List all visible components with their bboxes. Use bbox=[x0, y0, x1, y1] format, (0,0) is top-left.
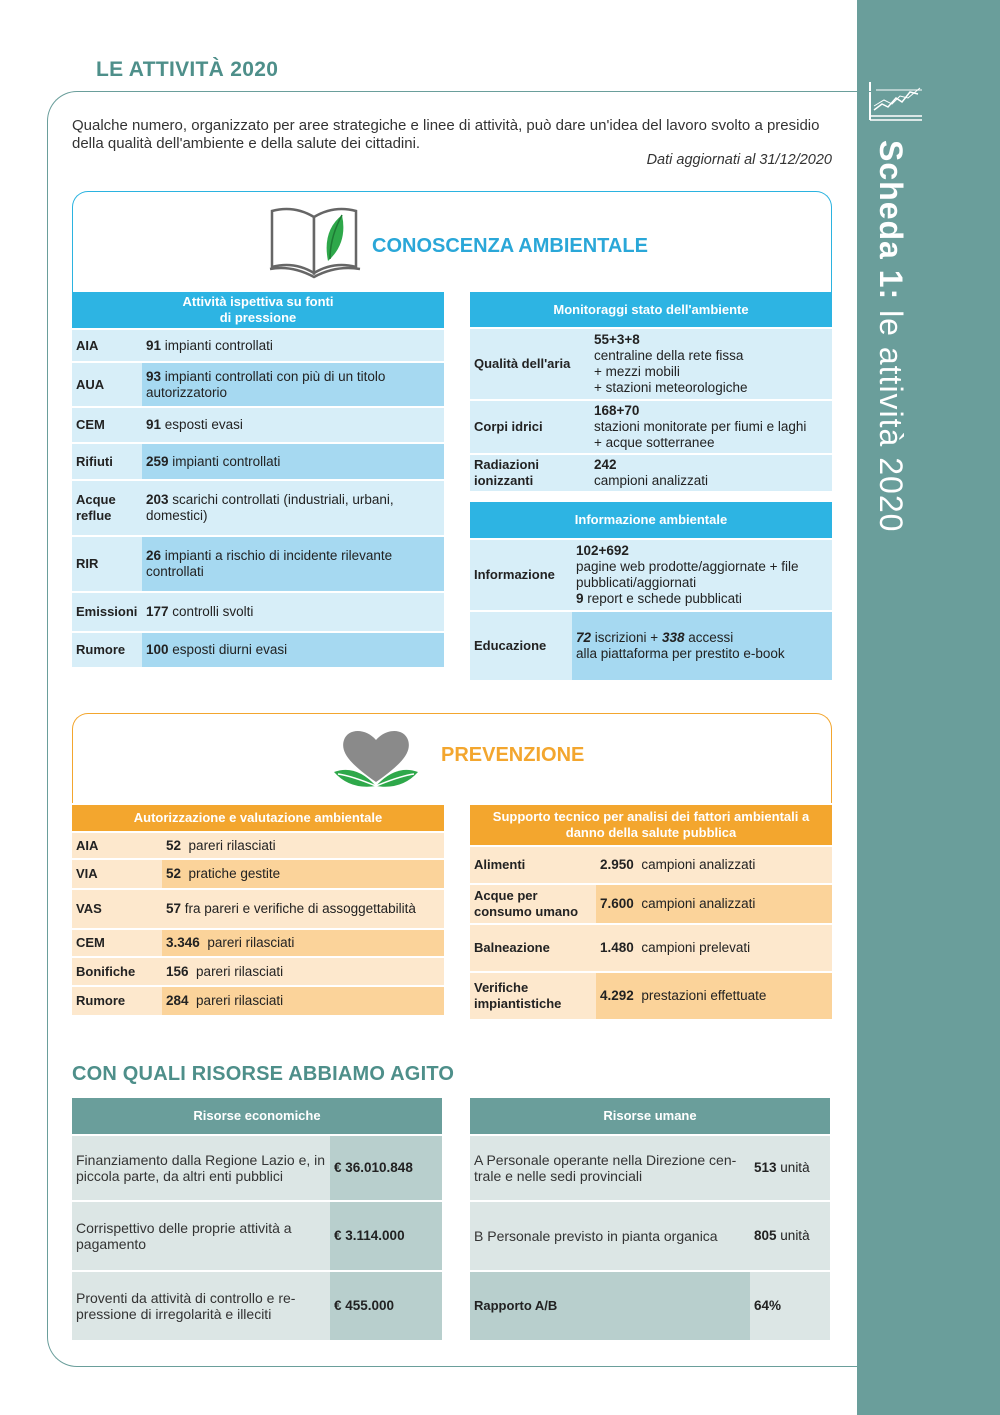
row-desc: A Personale operante nella Direzione cen-trale e nelle sedi provinciali bbox=[470, 1136, 750, 1200]
row-value: 52 pratiche gestite bbox=[162, 860, 444, 888]
row-value: 26 impianti a rischio di incidente rilevante controllati bbox=[142, 537, 444, 591]
row-value: 7.600 campioni analizzati bbox=[596, 885, 832, 923]
page-title: LE ATTIVITÀ 2020 bbox=[96, 58, 279, 81]
row-key: VIA bbox=[72, 860, 162, 888]
risorse-title: CON QUALI RISORSE ABBIAMO AGITO bbox=[72, 1063, 455, 1085]
row-desc: Finanziamento dalla Regione Lazio e, in piccola parte, da altri enti pubblici bbox=[72, 1136, 330, 1200]
row-value: 156 pareri rilasciati bbox=[162, 958, 444, 985]
intro-text: Qualche numero, organizzato per aree strategiche e linee di attività, può dare un'idea del lavoro svolto a presidio della qualità dell'ambiente e della salute dei cittadini. bbox=[72, 117, 820, 152]
table-informazione-ambientale bbox=[470, 500, 832, 682]
row-key: AIA bbox=[72, 833, 162, 858]
table-supporto-tecnico bbox=[470, 803, 832, 1021]
row-key: Emissioni bbox=[72, 593, 142, 631]
row-key: Informazione bbox=[470, 540, 572, 610]
row-key: Rumore bbox=[72, 633, 142, 667]
table-header: Risorse economiche bbox=[72, 1098, 442, 1134]
row-value: 284 pareri rilasciati bbox=[162, 987, 444, 1015]
row-key: VAS bbox=[72, 890, 162, 928]
table-autorizzazione bbox=[72, 803, 444, 1017]
row-value: 168+70 stazioni monitorate per fiumi e laghi + acque sotterranee bbox=[590, 401, 832, 453]
row-key: Qualità dell'aria bbox=[470, 329, 590, 399]
row-value: 52 pareri rilasciati bbox=[162, 833, 444, 858]
row-value: 177 controlli svolti bbox=[142, 593, 444, 631]
table-risorse-economiche bbox=[72, 1096, 442, 1342]
table-header: Autorizzazione e valutazione ambientale bbox=[72, 805, 444, 831]
row-value: € 455.000 bbox=[330, 1272, 442, 1340]
row-value: 4.292 prestazioni effettuate bbox=[596, 973, 832, 1019]
sidebar-title-light: le attività 2020 bbox=[873, 300, 909, 533]
row-value: 513 unità bbox=[750, 1136, 830, 1200]
row-value: 3.346 pareri rilasciati bbox=[162, 930, 444, 956]
row-key: Verifiche impiantistiche bbox=[470, 973, 596, 1019]
section-title-conoscenza: CONOSCENZA AMBIENTALE bbox=[372, 235, 648, 257]
table-header: Monitoraggi stato dell'ambiente bbox=[470, 292, 832, 327]
row-value: 259 impianti controllati bbox=[142, 444, 444, 479]
book-leaf-icon bbox=[268, 203, 364, 279]
row-value: 55+3+8 centraline della rete fissa + mezzi mobili + stazioni meteorologiche bbox=[590, 329, 832, 399]
row-desc: B Personale previsto in pianta organica bbox=[470, 1202, 750, 1270]
table-header: Attività ispettiva su fonti di pressione bbox=[72, 292, 444, 328]
table-monitoraggi bbox=[470, 290, 832, 493]
row-key: AIA bbox=[72, 330, 142, 361]
row-value: 805 unità bbox=[750, 1202, 830, 1270]
table-risorse-umane bbox=[470, 1096, 830, 1342]
row-value: 57 fra pareri e verifiche di assoggettabilità bbox=[162, 890, 444, 928]
row-value: 64% bbox=[750, 1272, 830, 1340]
row-key: Acque per consumo umano bbox=[470, 885, 596, 923]
row-value: 242 campioni analizzati bbox=[590, 455, 832, 491]
row-key: CEM bbox=[72, 930, 162, 956]
row-value: 102+692 pagine web prodotte/aggiornate + file pubblicati/aggiornati 9 report e schede pubblicati bbox=[572, 540, 832, 610]
row-value: 91 impianti controllati bbox=[142, 330, 444, 361]
row-key: AUA bbox=[72, 363, 142, 406]
sidebar-title-bold: Scheda 1: bbox=[873, 140, 909, 301]
row-value: 1.480 campioni prelevati bbox=[596, 925, 832, 971]
date-note: Dati aggiornati al 31/12/2020 bbox=[646, 152, 832, 168]
sidebar-title bbox=[872, 140, 932, 533]
row-key: Educazione bbox=[470, 612, 572, 680]
row-value: 72 iscrizioni + 338 accessi alla piattaforma per prestito e-book bbox=[572, 612, 832, 680]
table-header: Risorse umane bbox=[470, 1098, 830, 1134]
row-desc: Proventi da attività di controllo e re-pressione di irregolarità e illeciti bbox=[72, 1272, 330, 1340]
row-value: 203 scarichi controllati (industriali, urbani, domestici) bbox=[142, 481, 444, 535]
row-key: Corpi idrici bbox=[470, 401, 590, 453]
row-value: 100 esposti diurni evasi bbox=[142, 633, 444, 667]
row-key: Rifiuti bbox=[72, 444, 142, 479]
row-key: Alimenti bbox=[470, 847, 596, 883]
row-key: Balneazione bbox=[470, 925, 596, 971]
row-value: 2.950 campioni analizzati bbox=[596, 847, 832, 883]
row-value: € 36.010.848 bbox=[330, 1136, 442, 1200]
row-key: Radiazioni ionizzanti bbox=[470, 455, 590, 491]
row-key: Rumore bbox=[72, 987, 162, 1015]
row-desc: Corrispettivo delle proprie attività a pagamento bbox=[72, 1202, 330, 1270]
section-title-prevenzione: PREVENZIONE bbox=[441, 744, 585, 766]
row-desc: Rapporto A/B bbox=[470, 1272, 750, 1340]
table-attivita-ispettiva bbox=[72, 290, 444, 669]
row-key: Acque reflue bbox=[72, 481, 142, 535]
table-header: Supporto tecnico per analisi dei fattori ambientali a danno della salute pubblica bbox=[470, 805, 832, 845]
row-value: € 3.114.000 bbox=[330, 1202, 442, 1270]
row-value: 91 esposti evasi bbox=[142, 408, 444, 442]
row-key: CEM bbox=[72, 408, 142, 442]
table-header: Informazione ambientale bbox=[470, 502, 832, 538]
row-value: 93 impianti controllati con più di un titolo autorizzatorio bbox=[142, 363, 444, 406]
row-key: RIR bbox=[72, 537, 142, 591]
row-key: Bonifiche bbox=[72, 958, 162, 985]
heart-leaves-icon bbox=[330, 724, 422, 796]
